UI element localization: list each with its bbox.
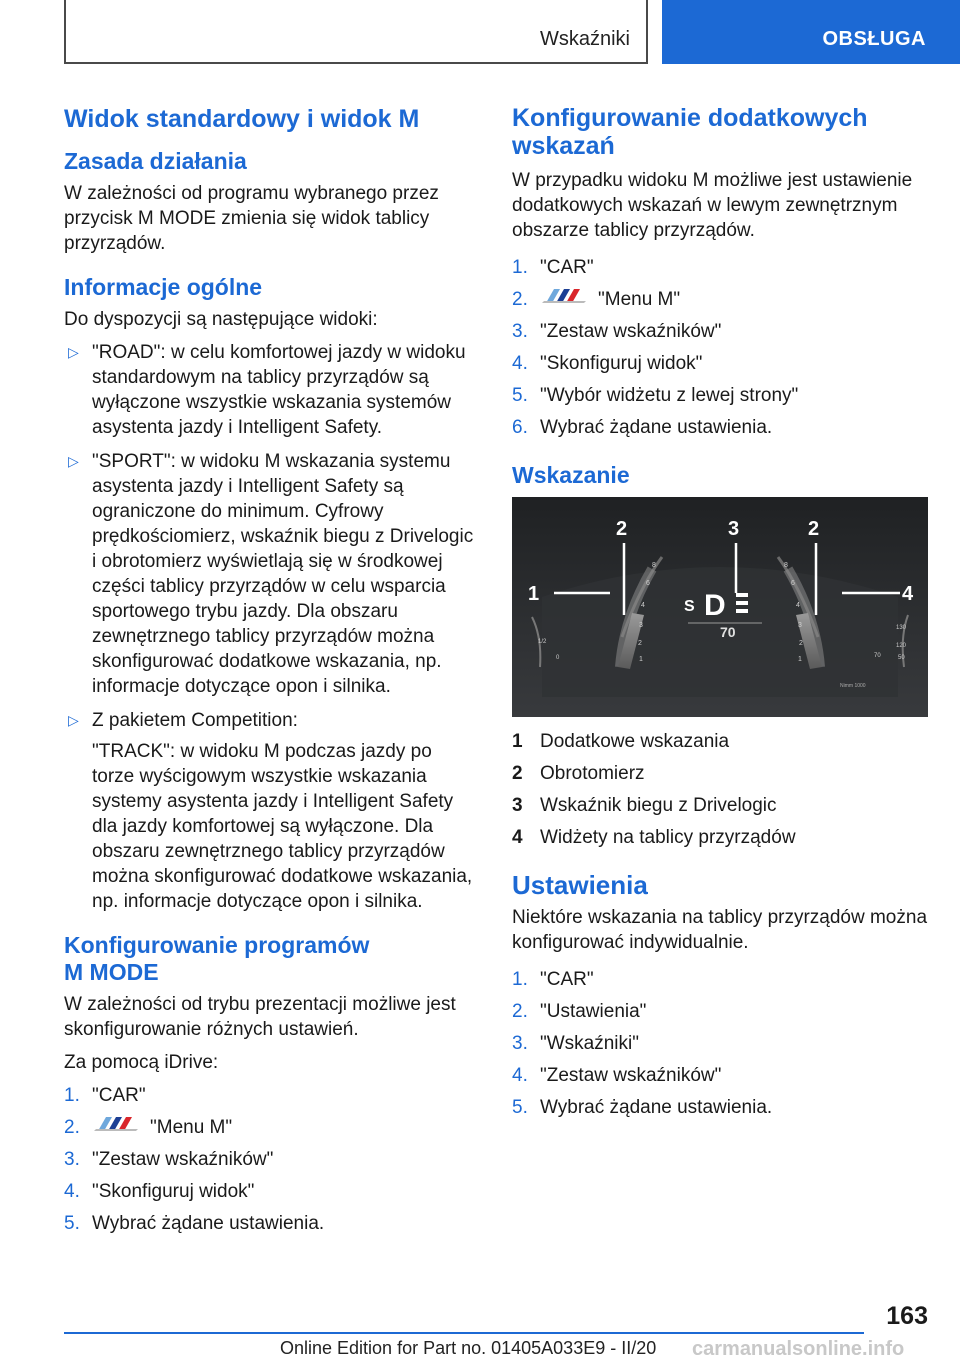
step-text: "Zestaw wskaźników" [540, 1065, 722, 1087]
step-item [512, 415, 928, 440]
triangle-bullet-icon: ▷ [68, 453, 79, 469]
step-number: 4. [512, 353, 528, 375]
general-intro: Do dyspozycji są następujące widoki: [64, 309, 378, 330]
step-item [64, 1115, 478, 1140]
legend-item [512, 729, 928, 754]
gear-letter: D [704, 589, 726, 623]
legend-number: 2 [512, 763, 523, 785]
step-text: "CAR" [540, 969, 594, 991]
settings-text: Niektóre wskazania na tablicy przyrządów można konfigurować indywidualnie. [512, 907, 928, 954]
gear-bar [736, 593, 748, 597]
callout-number: 2 [616, 518, 628, 541]
principle-text: W zależności od programu wybranego przez przycisk M MODE zmienia się widok tablicy przyrządów. [64, 183, 439, 254]
left-tick-label: 4 [641, 602, 645, 610]
step-item [64, 1211, 478, 1236]
settings-heading: Ustawienia [512, 870, 648, 901]
callout-number: 3 [728, 518, 740, 541]
list-item-text: "SPORT": w widoku M wskazania systemu asystenta jazdy i Intelligent Safety są ograniczone do minimum. Cyfrowy prędkościomierz, wskaźnik biegu z Drivelogic i obrotomierz wyświetlają się w środkowej części tablicy przyrządów w celu wsparcia sportowego trybu jazdy. Dla obszaru zewnętrznego tablicy przyrządów można skonfigurować dodatkowe wskazania, np. informacje dotyczące opon i silnika. [92, 451, 474, 697]
step-item [512, 383, 928, 408]
section-title: Widok standardowy i widok M [64, 105, 420, 133]
legend-item [512, 761, 928, 786]
step-text: Wybrać żądane ustawienia. [540, 1097, 773, 1119]
step-number: 3. [512, 321, 528, 343]
step-item [512, 287, 928, 312]
page-number: 163 [886, 1302, 928, 1330]
step-number: 3. [512, 1033, 528, 1055]
step-number: 2. [512, 289, 528, 310]
right-tick-label: 6 [791, 580, 795, 588]
step-item [512, 999, 928, 1024]
right-widget-label: 70 [874, 653, 881, 660]
m-stripes-icon [92, 1115, 142, 1140]
extra-steps [512, 255, 928, 440]
list-item [64, 449, 478, 699]
step-item [512, 351, 928, 376]
legend-number: 4 [512, 827, 523, 849]
step-number: 1. [512, 969, 528, 991]
list-item [64, 708, 478, 914]
views-list [64, 340, 478, 914]
step-text: "Ustawienia" [540, 1001, 647, 1023]
step-item [512, 1095, 928, 1120]
programs-heading: Konfigurowanie programów M MODE [64, 932, 370, 985]
step-item [64, 1083, 478, 1108]
step-text: "Menu M" [150, 1117, 233, 1138]
general-heading: Informacje ogólne [64, 274, 263, 300]
legend-text: Obrotomierz [540, 763, 645, 785]
callout-number: 4 [902, 583, 914, 606]
step-number: 4. [64, 1181, 80, 1203]
image-legend [512, 729, 928, 850]
display-heading: Wskazanie [512, 462, 630, 489]
programs-steps [64, 1083, 478, 1236]
instrument-cluster-image [512, 497, 928, 717]
principle-heading: Zasada działania [64, 148, 247, 174]
left-tick-label: 3 [639, 622, 643, 630]
left-widget-label: 1/2 [538, 639, 547, 646]
step-item [512, 255, 928, 280]
step-text: "Zestaw wskaźników" [540, 321, 722, 343]
gear-bar [736, 601, 748, 605]
left-tick-label: 1 [639, 656, 643, 664]
right-widget-label: 130 [896, 625, 907, 632]
legend-number: 3 [512, 795, 523, 817]
footer-edition: Online Edition for Part no. 01405A033E9 - II/20 [280, 1338, 657, 1358]
step-number: 6. [512, 417, 528, 439]
legend-number: 1 [512, 731, 523, 753]
step-text: "Wskaźniki" [540, 1033, 639, 1055]
step-number: 2. [64, 1117, 80, 1138]
drive-mode-letter: S [684, 598, 695, 616]
legend-text: Widżety na tablicy przyrządów [540, 827, 796, 849]
header-chapter-tab [662, 0, 960, 64]
step-text: Wybrać żądane ustawienia. [540, 417, 773, 439]
step-text: Wybrać żądane ustawienia. [92, 1213, 325, 1235]
step-number: 3. [64, 1149, 80, 1171]
header-section-box [64, 0, 648, 64]
step-item [64, 1179, 478, 1204]
extra-text: W przypadku widoku M możliwe jest ustawienie dodatkowych wskazań w lewym zewnętrznym obszarze tablicy przyrządów. [512, 170, 913, 241]
legend-item [512, 793, 928, 818]
list-item-subtext: "TRACK": w widoku M podczas jazdy po torze wyścigowym wszystkie wskazania systemy asystenta jazdy i Intelligent Safety dla jazdy komfortowej są wyłączone. Dla obszaru zewnętrznego tablicy przyrządów można skonfigurować dodatkowe wskazania, np. informacje dotyczące opon i silnika. [92, 741, 473, 912]
callout-number: 2 [808, 518, 820, 541]
header-chapter-title: OBSŁUGA [822, 28, 926, 50]
step-item [512, 1063, 928, 1088]
programs-text: W zależności od trybu prezentacji możliwe jest skonfigurowanie różnych ustawień. [64, 994, 456, 1040]
step-number: 4. [512, 1065, 528, 1087]
right-tick-label: 2 [799, 640, 803, 648]
legend-item [512, 825, 928, 850]
gear-bar [736, 609, 748, 613]
m-stripes-icon [540, 287, 590, 312]
step-item [512, 967, 928, 992]
right-column [512, 100, 928, 1127]
step-text: "CAR" [540, 257, 594, 278]
step-text: "Skonfiguruj widok" [92, 1181, 255, 1203]
programs-intro: Za pomocą iDrive: [64, 1052, 219, 1073]
step-number: 1. [64, 1085, 80, 1106]
list-item-text: Z pakietem Competition: [92, 710, 298, 731]
left-tick-label: 2 [638, 640, 642, 648]
watermark: carmanualsonline.info [692, 1338, 905, 1360]
left-column [64, 100, 478, 1243]
right-tick-label: 4 [796, 602, 800, 610]
legend-text: Wskaźnik biegu z Drivelogic [540, 795, 777, 817]
step-text: "Wybór widżetu z lewej strony" [540, 385, 799, 407]
footer-divider [64, 1332, 864, 1334]
left-widget-label: 0 [556, 655, 560, 662]
step-text: "CAR" [92, 1085, 146, 1106]
right-widget-label: 50 [898, 655, 905, 662]
left-tick-label: 6 [646, 580, 650, 588]
right-tick-label: 3 [798, 622, 802, 630]
right-tick-label: 8 [784, 562, 788, 570]
callout-number: 1 [528, 583, 540, 606]
right-widget-label: 120 [896, 643, 907, 650]
list-item-text: "ROAD": w celu komfortowej jazdy w widoku standardowym na tablicy przyrządów są wyłączone wszystkie wskazania systemów asystenta jazdy i Intelligent Safety. [92, 342, 466, 438]
step-item [64, 1147, 478, 1172]
step-item [512, 319, 928, 344]
step-number: 2. [512, 1001, 528, 1023]
right-tick-label: 1 [798, 656, 802, 664]
step-text: "Menu M" [598, 289, 681, 310]
speed-readout: 70 [720, 624, 736, 641]
step-number: 5. [512, 385, 528, 407]
settings-steps [512, 967, 928, 1120]
step-number: 1. [512, 257, 528, 278]
extra-heading: Konfigurowanie dodatkowych wskazań [512, 104, 868, 160]
list-item [64, 340, 478, 440]
triangle-bullet-icon: ▷ [68, 712, 79, 728]
header-section-title: Wskaźniki [539, 28, 630, 50]
step-number: 5. [512, 1097, 528, 1119]
step-text: "Skonfiguruj widok" [540, 353, 703, 375]
left-tick-label: 8 [652, 562, 656, 570]
odometer-text: Nimm 1000 [840, 683, 866, 690]
legend-text: Dodatkowe wskazania [540, 731, 730, 753]
step-text: "Zestaw wskaźników" [92, 1149, 274, 1171]
step-item [512, 1031, 928, 1056]
triangle-bullet-icon: ▷ [68, 344, 79, 360]
step-number: 5. [64, 1213, 80, 1235]
